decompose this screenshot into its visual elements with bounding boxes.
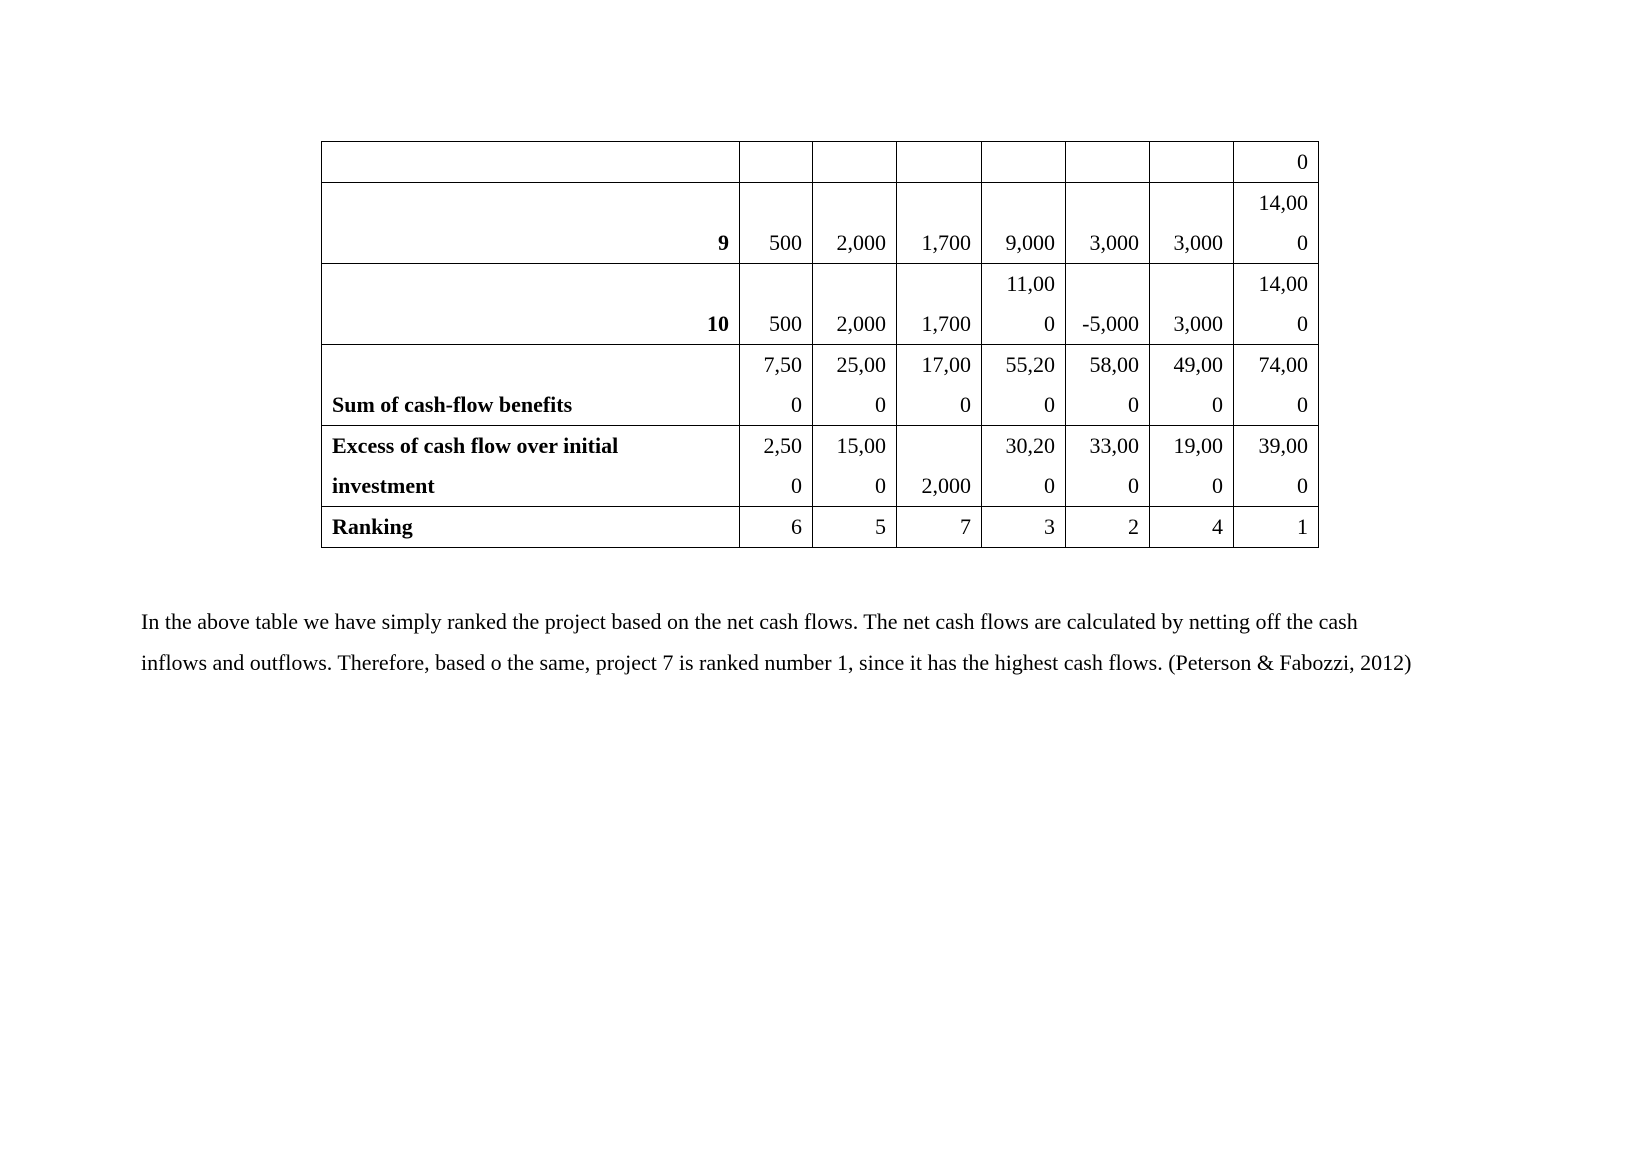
cash-flow-table xyxy=(321,141,1319,548)
table-cell xyxy=(1150,426,1234,507)
paragraph-line: In the above table we have simply ranked the project based on the net cash flows. The net cash flows are calculated by netting off the cash xyxy=(141,609,1358,634)
table-cell xyxy=(1066,426,1150,507)
row-label: 10 xyxy=(322,264,740,345)
cell-line: 0 xyxy=(1128,392,1139,417)
table-cell: 3 xyxy=(982,507,1066,548)
row-label-line: investment xyxy=(332,473,435,498)
table-cell: 500 xyxy=(740,183,813,264)
table-cell: 500 xyxy=(740,264,813,345)
paragraph-line: inflows and outflows. Therefore, based o the same, project 7 is ranked number 1, since it has the highest cash flows. (Peterson & Fabozzi, 2012) xyxy=(141,650,1412,675)
table-cell xyxy=(1234,264,1319,345)
cell-line: 25,00 xyxy=(836,352,886,377)
cell-line: 39,00 xyxy=(1258,433,1308,458)
cell-line: 74,00 xyxy=(1258,352,1308,377)
table-cell: -5,000 xyxy=(1066,264,1150,345)
table-cell xyxy=(1150,345,1234,426)
cell-line: 0 xyxy=(791,473,802,498)
row-label: Ranking xyxy=(322,507,740,548)
row-label: Sum of cash-flow benefits xyxy=(322,345,740,426)
cell-line: 0 xyxy=(960,392,971,417)
row-label xyxy=(322,426,740,507)
table-cell xyxy=(1066,142,1150,183)
table-cell: 2,000 xyxy=(813,264,897,345)
table-cell xyxy=(897,345,982,426)
cell-line: 49,00 xyxy=(1173,352,1223,377)
table-row xyxy=(322,507,1319,548)
cell-line: 17,00 xyxy=(921,352,971,377)
table-cell: 4 xyxy=(1150,507,1234,548)
table-row xyxy=(322,426,1319,507)
table-row xyxy=(322,345,1319,426)
table-cell: 3,000 xyxy=(1150,183,1234,264)
table-cell: 1,700 xyxy=(897,183,982,264)
table-cell: 2 xyxy=(1066,507,1150,548)
cell-line: 0 xyxy=(791,392,802,417)
cell-line: 33,00 xyxy=(1089,433,1139,458)
table-cell: 1 xyxy=(1234,507,1319,548)
table-cell xyxy=(740,345,813,426)
cell-line: 14,00 xyxy=(1258,271,1308,296)
table-cell: 3,000 xyxy=(1066,183,1150,264)
table-cell xyxy=(813,345,897,426)
table-cell xyxy=(897,142,982,183)
table-cell: 3,000 xyxy=(1150,264,1234,345)
table-cell xyxy=(740,426,813,507)
cell-line: 0 xyxy=(1212,392,1223,417)
cell-line: 2,50 xyxy=(763,433,802,458)
cell-line: 15,00 xyxy=(836,433,886,458)
cell-line: 0 xyxy=(1297,230,1308,255)
cell-line: 14,00 xyxy=(1258,190,1308,215)
row-label: 9 xyxy=(322,183,740,264)
table-cell xyxy=(1234,426,1319,507)
table-cell: 7 xyxy=(897,507,982,548)
table-cell xyxy=(982,264,1066,345)
table-cell xyxy=(1234,345,1319,426)
table-row xyxy=(322,183,1319,264)
table-cell: 0 xyxy=(1234,142,1319,183)
cell-line: 55,20 xyxy=(1005,352,1055,377)
cell-line: 11,00 xyxy=(1006,271,1055,296)
cell-line: 0 xyxy=(1128,473,1139,498)
table-cell: 2,000 xyxy=(897,426,982,507)
cell-line: 19,00 xyxy=(1173,433,1223,458)
table-row xyxy=(322,264,1319,345)
body-paragraph xyxy=(141,601,1521,683)
cell-line: 0 xyxy=(1297,392,1308,417)
table-cell xyxy=(982,142,1066,183)
table-cell xyxy=(1234,183,1319,264)
cell-line: 0 xyxy=(1044,392,1055,417)
table-cell: 5 xyxy=(813,507,897,548)
table-cell xyxy=(1066,345,1150,426)
table-cell: 9,000 xyxy=(982,183,1066,264)
cell-line: 30,20 xyxy=(1005,433,1055,458)
table-cell xyxy=(1150,142,1234,183)
table-cell xyxy=(813,426,897,507)
row-label-line: Excess of cash flow over initial xyxy=(332,433,619,458)
cell-line: 0 xyxy=(1044,473,1055,498)
table-cell xyxy=(982,345,1066,426)
table-cell: 6 xyxy=(740,507,813,548)
table-cell xyxy=(740,142,813,183)
table-row xyxy=(322,142,1319,183)
cell-line: 7,50 xyxy=(763,352,802,377)
cell-line: 0 xyxy=(1212,473,1223,498)
cell-line: 0 xyxy=(1297,311,1308,336)
cell-line: 0 xyxy=(875,473,886,498)
cell-line: 0 xyxy=(1044,311,1055,336)
cell-line: 0 xyxy=(1297,473,1308,498)
row-label xyxy=(322,142,740,183)
cell-line: 0 xyxy=(875,392,886,417)
table-cell xyxy=(813,142,897,183)
table-cell: 1,700 xyxy=(897,264,982,345)
table-cell: 2,000 xyxy=(813,183,897,264)
cell-line: 58,00 xyxy=(1089,352,1139,377)
table-cell xyxy=(982,426,1066,507)
